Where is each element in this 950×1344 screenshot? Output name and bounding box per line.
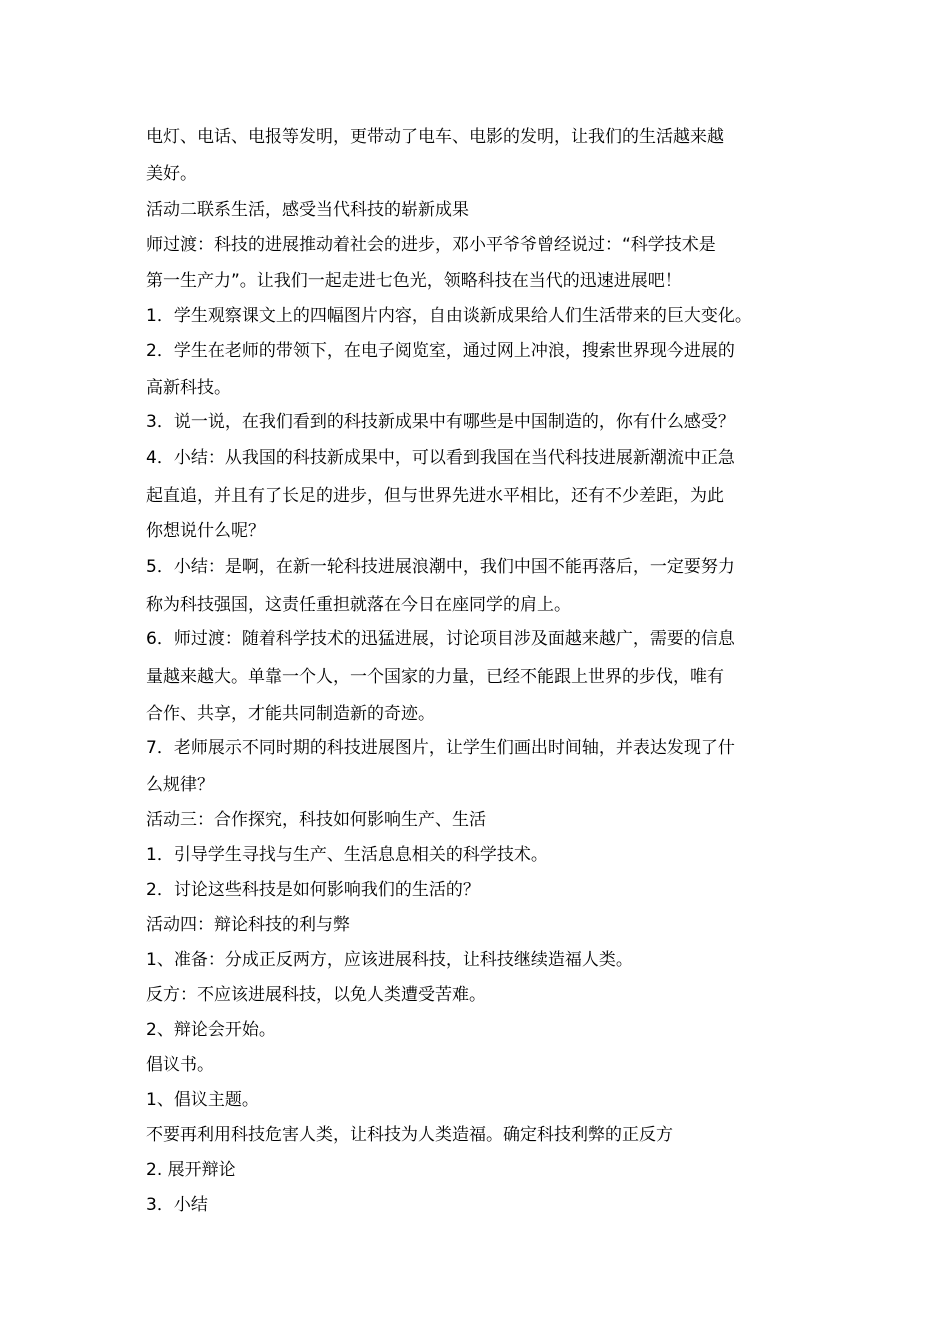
section-heading: 活动二联系生活，感受当代科技的崭新成果 <box>146 200 469 220</box>
text-line: 电灯、电话、电报等发明，更带动了电车、电影的发明，让我们的生活越来越 <box>146 127 724 147</box>
list-item: 1．引导学生寻找与生产、生活息息相关的科学技术。 <box>146 845 548 865</box>
text-line: 合作、共享，才能共同制造新的奇迹。 <box>146 704 435 724</box>
section-heading: 活动三：合作探究，科技如何影响生产、生活 <box>146 810 486 830</box>
section-heading: 倡议书。 <box>146 1055 214 1075</box>
list-item: 4．小结：从我国的科技新成果中，可以看到我国在当代科技进展新潮流中正急 <box>146 448 735 468</box>
text-line: 量越来越大。单靠一个人，一个国家的力量，已经不能跟上世界的步伐，唯有 <box>146 667 724 687</box>
text-line: 么规律？ <box>146 775 214 795</box>
text-line: 不要再利用科技危害人类，让科技为人类造福。确定科技利弊的正反方 <box>146 1125 673 1145</box>
list-item: 3．小结 <box>146 1195 208 1215</box>
list-item: 5．小结：是啊，在新一轮科技进展浪潮中，我们中国不能再落后，一定要努力 <box>146 557 735 577</box>
section-heading: 活动四：辩论科技的利与弊 <box>146 915 350 935</box>
list-item: 2．讨论这些科技是如何影响我们的生活的？ <box>146 880 480 900</box>
text-line: 高新科技。 <box>146 378 231 398</box>
text-line: 美好。 <box>146 164 197 184</box>
list-item: 6．师过渡：随着科学技术的迅猛进展，讨论项目涉及面越来越广，需要的信息 <box>146 629 735 649</box>
text-line: 第一生产力”。让我们一起走进七色光，领略科技在当代的迅速进展吧！ <box>146 271 682 291</box>
list-item: 2、辩论会开始。 <box>146 1020 276 1040</box>
list-item: 3．说一说，在我们看到的科技新成果中有哪些是中国制造的，你有什么感受？ <box>146 412 735 432</box>
list-item: 1、倡议主题。 <box>146 1090 259 1110</box>
text-line: 师过渡：科技的进展推动着社会的进步，邓小平爷爷曾经说过：“科学技术是 <box>146 235 716 255</box>
text-line: 你想说什么呢？ <box>146 521 265 541</box>
list-item: 1．学生观察课文上的四幅图片内容，自由谈新成果给人们生活带来的巨大变化。 <box>146 306 752 326</box>
list-item: 2．学生在老师的带领下，在电子阅览室，通过网上冲浪，搜索世界现今进展的 <box>146 341 735 361</box>
text-line: 起直追，并且有了长足的进步，但与世界先进水平相比，还有不少差距，为此 <box>146 486 724 506</box>
list-item: 7．老师展示不同时期的科技进展图片，让学生们画出时间轴，并表达发现了什 <box>146 738 735 758</box>
list-item: 1、准备：分成正反两方，应该进展科技，让科技继续造福人类。 <box>146 950 633 970</box>
text-line: 称为科技强国，这责任重担就落在今日在座同学的肩上。 <box>146 595 571 615</box>
text-line: 反方：不应该进展科技，以免人类遭受苦难。 <box>146 985 486 1005</box>
list-item: 2. 展开辩论 <box>146 1160 236 1180</box>
